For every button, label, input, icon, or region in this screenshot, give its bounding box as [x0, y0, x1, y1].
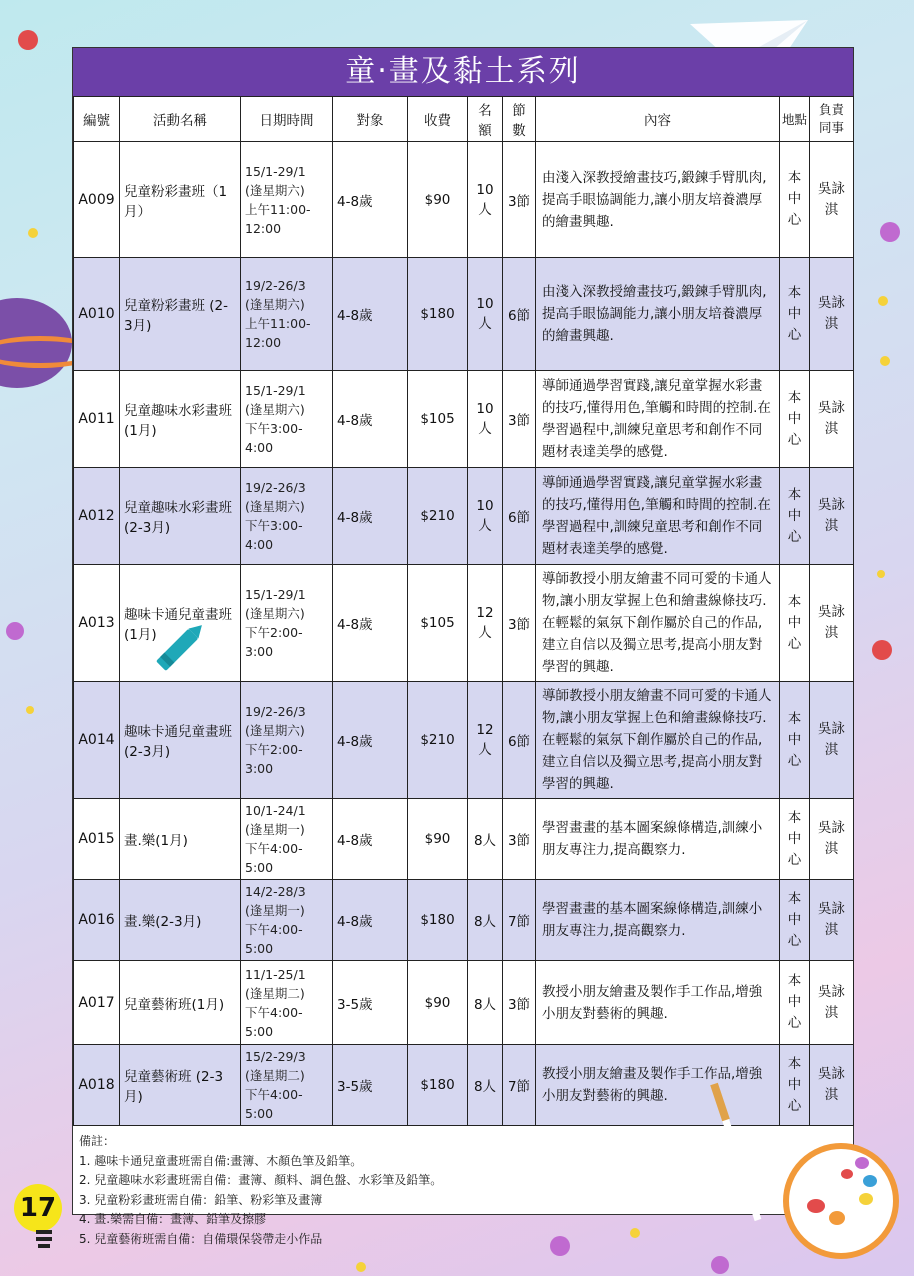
date-line: 下午2:00-3:00 — [245, 742, 303, 776]
course-content: 學習畫畫的基本圖案線條構造,訓練小朋友專注力,提高觀察力. — [536, 880, 780, 961]
course-fee: $210 — [408, 682, 468, 799]
table-row — [74, 880, 854, 961]
course-age: 4-8歲 — [333, 371, 408, 468]
course-fee: $105 — [408, 371, 468, 468]
table-row — [74, 371, 854, 468]
course-place: 本中心 — [780, 142, 810, 258]
course-id: A016 — [74, 880, 120, 961]
date-line: (逢星期六) — [245, 723, 305, 738]
course-staff: 吳詠淇 — [810, 961, 854, 1045]
course-date — [241, 682, 333, 799]
note-item: 4. 畫.樂需自備：畫簿、鉛筆及擦膠 — [79, 1212, 267, 1226]
decorative-dot — [880, 356, 890, 366]
date-line: 15/1-29/1 — [245, 587, 306, 602]
decorative-dot — [872, 640, 892, 660]
course-sessions: 6節 — [503, 258, 536, 371]
course-quota: 8人 — [468, 880, 503, 961]
course-place: 本中心 — [780, 258, 810, 371]
course-name: 兒童粉彩畫班 (2-3月) — [120, 258, 241, 371]
lightbulb-base-icon — [34, 1228, 54, 1258]
date-line: 下午2:00-3:00 — [245, 625, 303, 659]
header-place: 地點 — [780, 97, 810, 142]
decorative-dot — [26, 706, 34, 714]
course-staff: 吳詠淇 — [810, 142, 854, 258]
course-quota: 12人 — [468, 682, 503, 799]
decorative-dot — [880, 222, 900, 242]
date-line: (逢星期六) — [245, 606, 305, 621]
course-id: A017 — [74, 961, 120, 1045]
course-sessions: 6節 — [503, 468, 536, 565]
date-line: 下午4:00-5:00 — [245, 922, 303, 956]
date-line: 19/2-26/3 — [245, 480, 306, 495]
course-sessions: 3節 — [503, 799, 536, 880]
date-line: 12:00 — [245, 220, 282, 236]
course-staff: 吳詠淇 — [810, 258, 854, 371]
palette-icon — [783, 1143, 899, 1259]
course-content: 由淺入深教授繪畫技巧,鍛鍊手臂肌肉,提高手眼協調能力,讓小朋友培養濃厚的繪畫興趣. — [536, 258, 780, 371]
course-sessions: 7節 — [503, 880, 536, 961]
course-date — [241, 961, 333, 1045]
date-line: 15/1-29/1 — [245, 383, 306, 398]
course-id: A015 — [74, 799, 120, 880]
course-fee: $90 — [408, 142, 468, 258]
course-name: 畫.樂(2-3月) — [120, 880, 241, 961]
course-content: 由淺入深教授繪畫技巧,鍛鍊手臂肌肉,提高手眼協調能力,讓小朋友培養濃厚的繪畫興趣. — [536, 142, 780, 258]
date-line: 19/2-26/3 — [245, 278, 306, 293]
course-fee: $180 — [408, 1045, 468, 1126]
table-header-row — [74, 97, 854, 142]
course-staff: 吳詠淇 — [810, 682, 854, 799]
decorative-dot — [6, 622, 24, 640]
course-staff: 吳詠淇 — [810, 880, 854, 961]
decorative-dot — [878, 296, 888, 306]
course-sessions: 3節 — [503, 565, 536, 682]
course-sessions: 3節 — [503, 371, 536, 468]
date-line: (逢星期六) — [245, 182, 305, 198]
header-date: 日期時間 — [241, 97, 333, 142]
date-line: 下午3:00-4:00 — [245, 421, 303, 455]
course-id: A010 — [74, 258, 120, 371]
date-line: 上午11:00- — [245, 316, 311, 331]
page-number: 17 — [14, 1184, 62, 1232]
course-date — [241, 258, 333, 371]
date-line: 10/1-24/1 — [245, 803, 306, 818]
course-content: 導師教授小朋友繪畫不同可愛的卡通人物,讓小朋友掌握上色和繪畫線條技巧.在輕鬆的氣氛下創作屬於自己的作品,建立自信以及獨立思考,提高小朋友對學習的興趣. — [536, 565, 780, 682]
course-place: 本中心 — [780, 880, 810, 961]
course-date — [241, 468, 333, 565]
date-line: 5:00 — [245, 1023, 274, 1039]
date-line: (逢星期一) — [245, 903, 305, 918]
course-place: 本中心 — [780, 565, 810, 682]
course-staff: 吳詠淇 — [810, 371, 854, 468]
course-quota: 10人 — [468, 142, 503, 258]
date-line: (逢星期六) — [245, 297, 305, 312]
date-line: 12:00 — [245, 335, 282, 350]
course-fee: $90 — [408, 799, 468, 880]
course-content: 學習畫畫的基本圖案線條構造,訓練小朋友專注力,提高觀察力. — [536, 799, 780, 880]
course-date — [241, 1045, 333, 1126]
decorative-dot — [356, 1262, 366, 1272]
course-place: 本中心 — [780, 961, 810, 1045]
course-sessions: 3節 — [503, 142, 536, 258]
course-age: 3-5歲 — [333, 1045, 408, 1126]
table-row — [74, 468, 854, 565]
note-item: 1. 趣味卡通兒童畫班需自備:畫簿、木顏色筆及鉛筆。 — [79, 1153, 363, 1168]
course-age: 4-8歲 — [333, 799, 408, 880]
date-line: 下午4:00- — [245, 1004, 303, 1020]
header-content: 內容 — [536, 97, 780, 142]
course-content: 導師教授小朋友繪畫不同可愛的卡通人物,讓小朋友掌握上色和繪畫線條技巧.在輕鬆的氣氛下創作屬於自己的作品,建立自信以及獨立思考,提高小朋友對學習的興趣. — [536, 682, 780, 799]
date-line: (逢星期六) — [245, 499, 305, 514]
course-content: 教授小朋友繪畫及製作手工作品,增強小朋友對藝術的興趣. — [536, 1045, 780, 1126]
date-line: 19/2-26/3 — [245, 704, 306, 719]
course-id: A009 — [74, 142, 120, 258]
course-id: A014 — [74, 682, 120, 799]
course-place: 本中心 — [780, 468, 810, 565]
course-content: 導師通過學習實踐,讓兒童掌握水彩畫的技巧,懂得用色,筆觸和時間的控制.在學習過程中,訓練兒童思考和創作不同題材表達美學的感覺. — [536, 371, 780, 468]
course-quota: 8人 — [468, 961, 503, 1045]
course-age: 4-8歲 — [333, 468, 408, 565]
course-content: 教授小朋友繪畫及製作手工作品,增強小朋友對藝術的興趣. — [536, 961, 780, 1045]
course-name: 兒童粉彩畫班（1月） — [120, 142, 241, 258]
date-line: 14/2-28/3 — [245, 884, 306, 899]
course-fee: $105 — [408, 565, 468, 682]
course-age: 4-8歲 — [333, 565, 408, 682]
course-staff: 吳詠淇 — [810, 468, 854, 565]
course-quota: 10人 — [468, 371, 503, 468]
course-staff: 吳詠淇 — [810, 799, 854, 880]
course-place: 本中心 — [780, 371, 810, 468]
table-row — [74, 682, 854, 799]
course-name: 兒童藝術班 (2-3月) — [120, 1045, 241, 1126]
decorative-dot — [28, 228, 38, 238]
course-quota: 8人 — [468, 1045, 503, 1126]
date-line: 15/1-29/1 — [245, 163, 306, 179]
course-quota: 10人 — [468, 468, 503, 565]
note-item: 2. 兒童趣味水彩畫班需自備：畫簿、顏料、調色盤、水彩筆及鉛筆。 — [79, 1173, 443, 1187]
course-age: 4-8歲 — [333, 258, 408, 371]
course-content: 導師通過學習實踐,讓兒童掌握水彩畫的技巧,懂得用色,筆觸和時間的控制.在學習過程中,訓練兒童思考和創作不同題材表達美學的感覺. — [536, 468, 780, 565]
date-line: 15/2-29/3 — [245, 1049, 306, 1064]
course-name: 趣味卡通兒童畫班(2-3月) — [120, 682, 241, 799]
course-quota: 8人 — [468, 799, 503, 880]
date-line: (逢星期六) — [245, 402, 305, 417]
table-row — [74, 142, 854, 258]
course-staff: 吳詠淇 — [810, 565, 854, 682]
course-name: 畫.樂(1月) — [120, 799, 241, 880]
note-item: 3. 兒童粉彩畫班需自備：鉛筆、粉彩筆及畫簿 — [79, 1192, 323, 1207]
date-line: 下午4:00-5:00 — [245, 1087, 303, 1121]
date-line: 下午3:00-4:00 — [245, 518, 303, 552]
crayon-icon — [145, 612, 215, 682]
course-fee: $210 — [408, 468, 468, 565]
date-line: (逢星期一) — [245, 822, 305, 837]
course-quota: 12人 — [468, 565, 503, 682]
course-quota: 10人 — [468, 258, 503, 371]
date-line: 11/1-25/1 — [245, 966, 306, 982]
course-sessions: 3節 — [503, 961, 536, 1045]
date-line: (逢星期二) — [245, 1068, 305, 1083]
header-name: 活動名稱 — [120, 97, 241, 142]
course-fee: $180 — [408, 880, 468, 961]
course-date — [241, 565, 333, 682]
course-date — [241, 371, 333, 468]
course-age: 4-8歲 — [333, 142, 408, 258]
course-date — [241, 880, 333, 961]
course-sessions: 6節 — [503, 682, 536, 799]
course-id: A012 — [74, 468, 120, 565]
header-id: 編號 — [74, 97, 120, 142]
page-title: 童‧畫及黏土系列 — [73, 48, 853, 96]
course-sessions: 7節 — [503, 1045, 536, 1126]
decorative-dot — [711, 1256, 729, 1274]
notes-label: 備註： — [79, 1134, 116, 1148]
course-age: 4-8歲 — [333, 880, 408, 961]
course-name: 兒童趣味水彩畫班(1月) — [120, 371, 241, 468]
course-place: 本中心 — [780, 682, 810, 799]
decorative-dot — [877, 570, 885, 578]
course-id: A011 — [74, 371, 120, 468]
date-line: 下午4:00-5:00 — [245, 841, 303, 875]
course-id: A013 — [74, 565, 120, 682]
header-quota: 名額 — [468, 97, 503, 142]
header-sessions: 節數 — [503, 97, 536, 142]
header-staff: 負責同事 — [810, 97, 854, 142]
header-fee: 收費 — [408, 97, 468, 142]
course-name: 趣味卡通兒童畫班(1月) — [120, 565, 241, 682]
date-line: (逢星期二) — [245, 985, 305, 1001]
course-table — [73, 96, 854, 1126]
course-date — [241, 799, 333, 880]
course-date — [241, 142, 333, 258]
table-row — [74, 961, 854, 1045]
date-line: 上午11:00- — [245, 201, 311, 217]
course-place: 本中心 — [780, 1045, 810, 1126]
course-staff: 吳詠淇 — [810, 1045, 854, 1126]
course-name: 兒童藝術班(1月) — [120, 961, 241, 1045]
course-fee: $180 — [408, 258, 468, 371]
course-age: 4-8歲 — [333, 682, 408, 799]
course-place: 本中心 — [780, 799, 810, 880]
table-row — [74, 258, 854, 371]
course-age: 3-5歲 — [333, 961, 408, 1045]
course-fee: $90 — [408, 961, 468, 1045]
table-row — [74, 799, 854, 880]
note-item: 5. 兒童藝術班需自備：自備環保袋帶走小作品 — [79, 1231, 323, 1246]
course-name: 兒童趣味水彩畫班(2-3月) — [120, 468, 241, 565]
paintbrush-icon — [700, 1076, 770, 1226]
course-id: A018 — [74, 1045, 120, 1126]
header-age: 對象 — [333, 97, 408, 142]
decorative-dot — [18, 30, 38, 50]
